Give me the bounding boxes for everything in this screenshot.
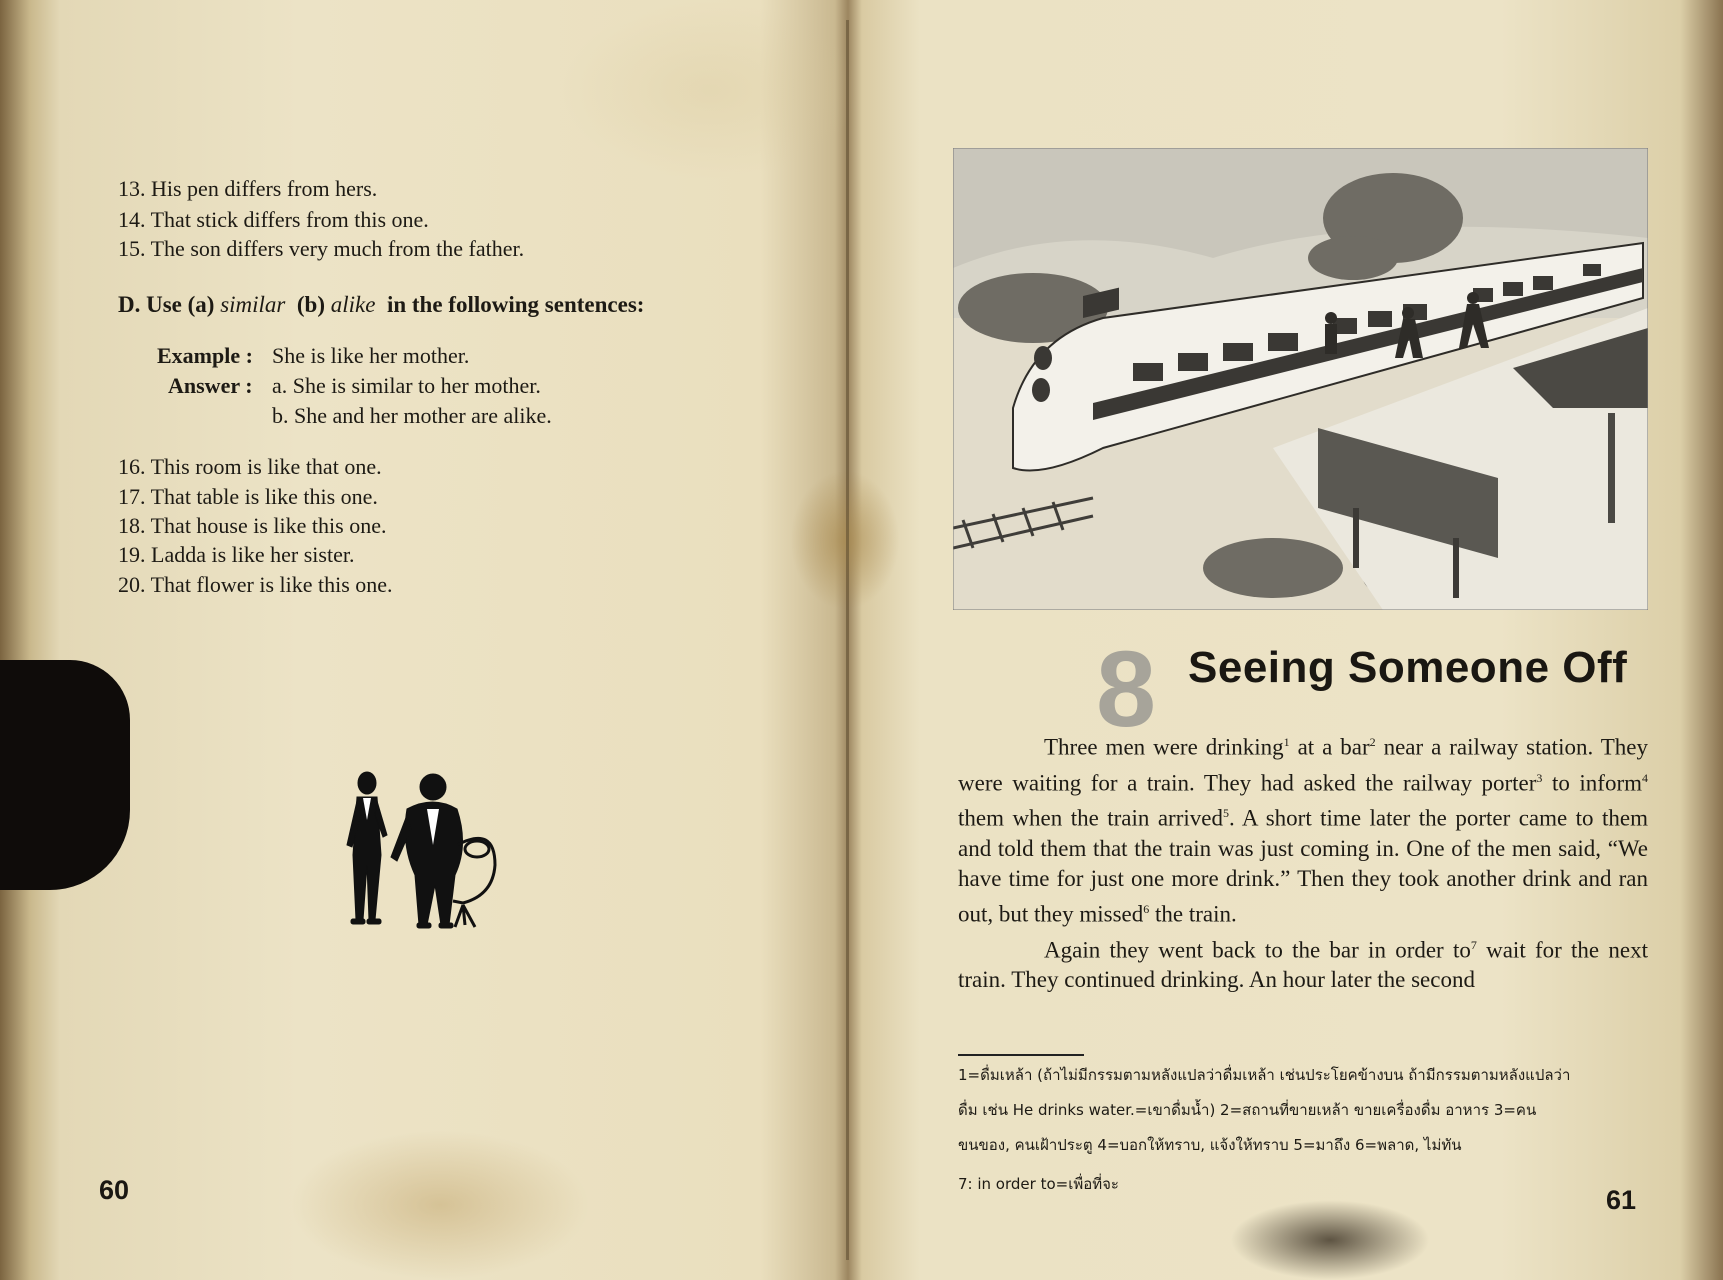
footnote-line: 1=ดื่มเหล้า (ถ้าไม่มีกรรมตามหลังแปลว่าดื่มเหล้า เช่นประโยคข้างบน ถ้ามีกรรมตามหลังแปลว่า (958, 1066, 1571, 1084)
paragraph-2 (958, 930, 1648, 996)
exercise-item: 14. That stick differs from this one. (118, 207, 429, 232)
story-text-run: Again they went back to the bar in order to (1044, 937, 1471, 963)
example-text: She is like her mother. (272, 343, 470, 368)
story-text-run: near a railway station. They were waiting for a train. They had asked the railway porter (958, 734, 1648, 796)
story-text (958, 727, 1648, 995)
story-text-run: wait for the next train. They continued drinking. An hour later the second (958, 937, 1648, 993)
page-number-right: 61 (1606, 1185, 1637, 1215)
story-text-run: to inform (1542, 770, 1642, 796)
left-page (0, 0, 848, 1280)
footnote-marker: 5 (1222, 806, 1229, 821)
train-station-illustration (953, 148, 1648, 610)
example-label: Example : (157, 343, 253, 368)
exercise-item: 16. This room is like that one. (118, 454, 382, 479)
footnote-marker: 6 (1143, 901, 1150, 916)
exercise-item: 17. That table is like this one. (118, 484, 378, 509)
section-d-heading: D. Use (a) similar (b) alike in the following sentences: (118, 292, 645, 317)
footnote-line: ดื่ม เช่น He drinks water.=เขาดื่มน้ำ) 2=สถานที่ขายเหล้า ขายเครื่องดื่ม อาหาร 3=คน (958, 1101, 1537, 1119)
exercise-item: 15. The son differs very much from the father. (118, 236, 525, 261)
exercise-item: 13. His pen differs from hers. (118, 176, 378, 201)
story-text-run: the train. (1149, 901, 1237, 927)
exercise-item: 18. That house is like this one. (118, 513, 387, 538)
lesson-title: Seeing Someone Off (1188, 643, 1628, 692)
two-men-illustration (345, 765, 505, 935)
exercise-item: 20. That flower is like this one. (118, 572, 393, 597)
footnote-marker: 2 (1369, 735, 1376, 749)
footnote-line: 7: in order to=เพื่อที่จะ (958, 1175, 1119, 1193)
lesson-number: 8 (1096, 628, 1157, 749)
footnote-marker: 4 (1642, 770, 1648, 785)
story-text-run: . A short time later the porter came to them and told them that the train was just coming in. One of the men said, “We have time for just one more drink.” Then they took another drink and ran out, but they missed (958, 805, 1648, 927)
footnote-rule (958, 1054, 1084, 1056)
answer-a: a. She is similar to her mother. (272, 373, 541, 398)
answer-b: b. She and her mother are alike. (272, 403, 552, 428)
footnote-marker: 1 (1283, 735, 1290, 749)
page-number-left: 60 (99, 1175, 130, 1205)
story-text-run: them when the train arrived (958, 805, 1223, 831)
story-text-run: Three men were drinking (1044, 734, 1284, 760)
exercise-item: 19. Ladda is like her sister. (118, 542, 355, 567)
footnote-marker: 3 (1536, 770, 1543, 785)
story-text-run: at a bar (1289, 734, 1370, 760)
right-page (848, 0, 1723, 1280)
footnote-line: ขนของ, คนเฝ้าประตู 4=บอกให้ทราบ, แจ้งให้ทราบ 5=มาถึง 6=พลาด, ไม่ทัน (958, 1136, 1462, 1154)
paragraph-1 (958, 727, 1648, 930)
answer-label: Answer : (168, 373, 253, 398)
footnote-marker: 7 (1470, 937, 1477, 952)
